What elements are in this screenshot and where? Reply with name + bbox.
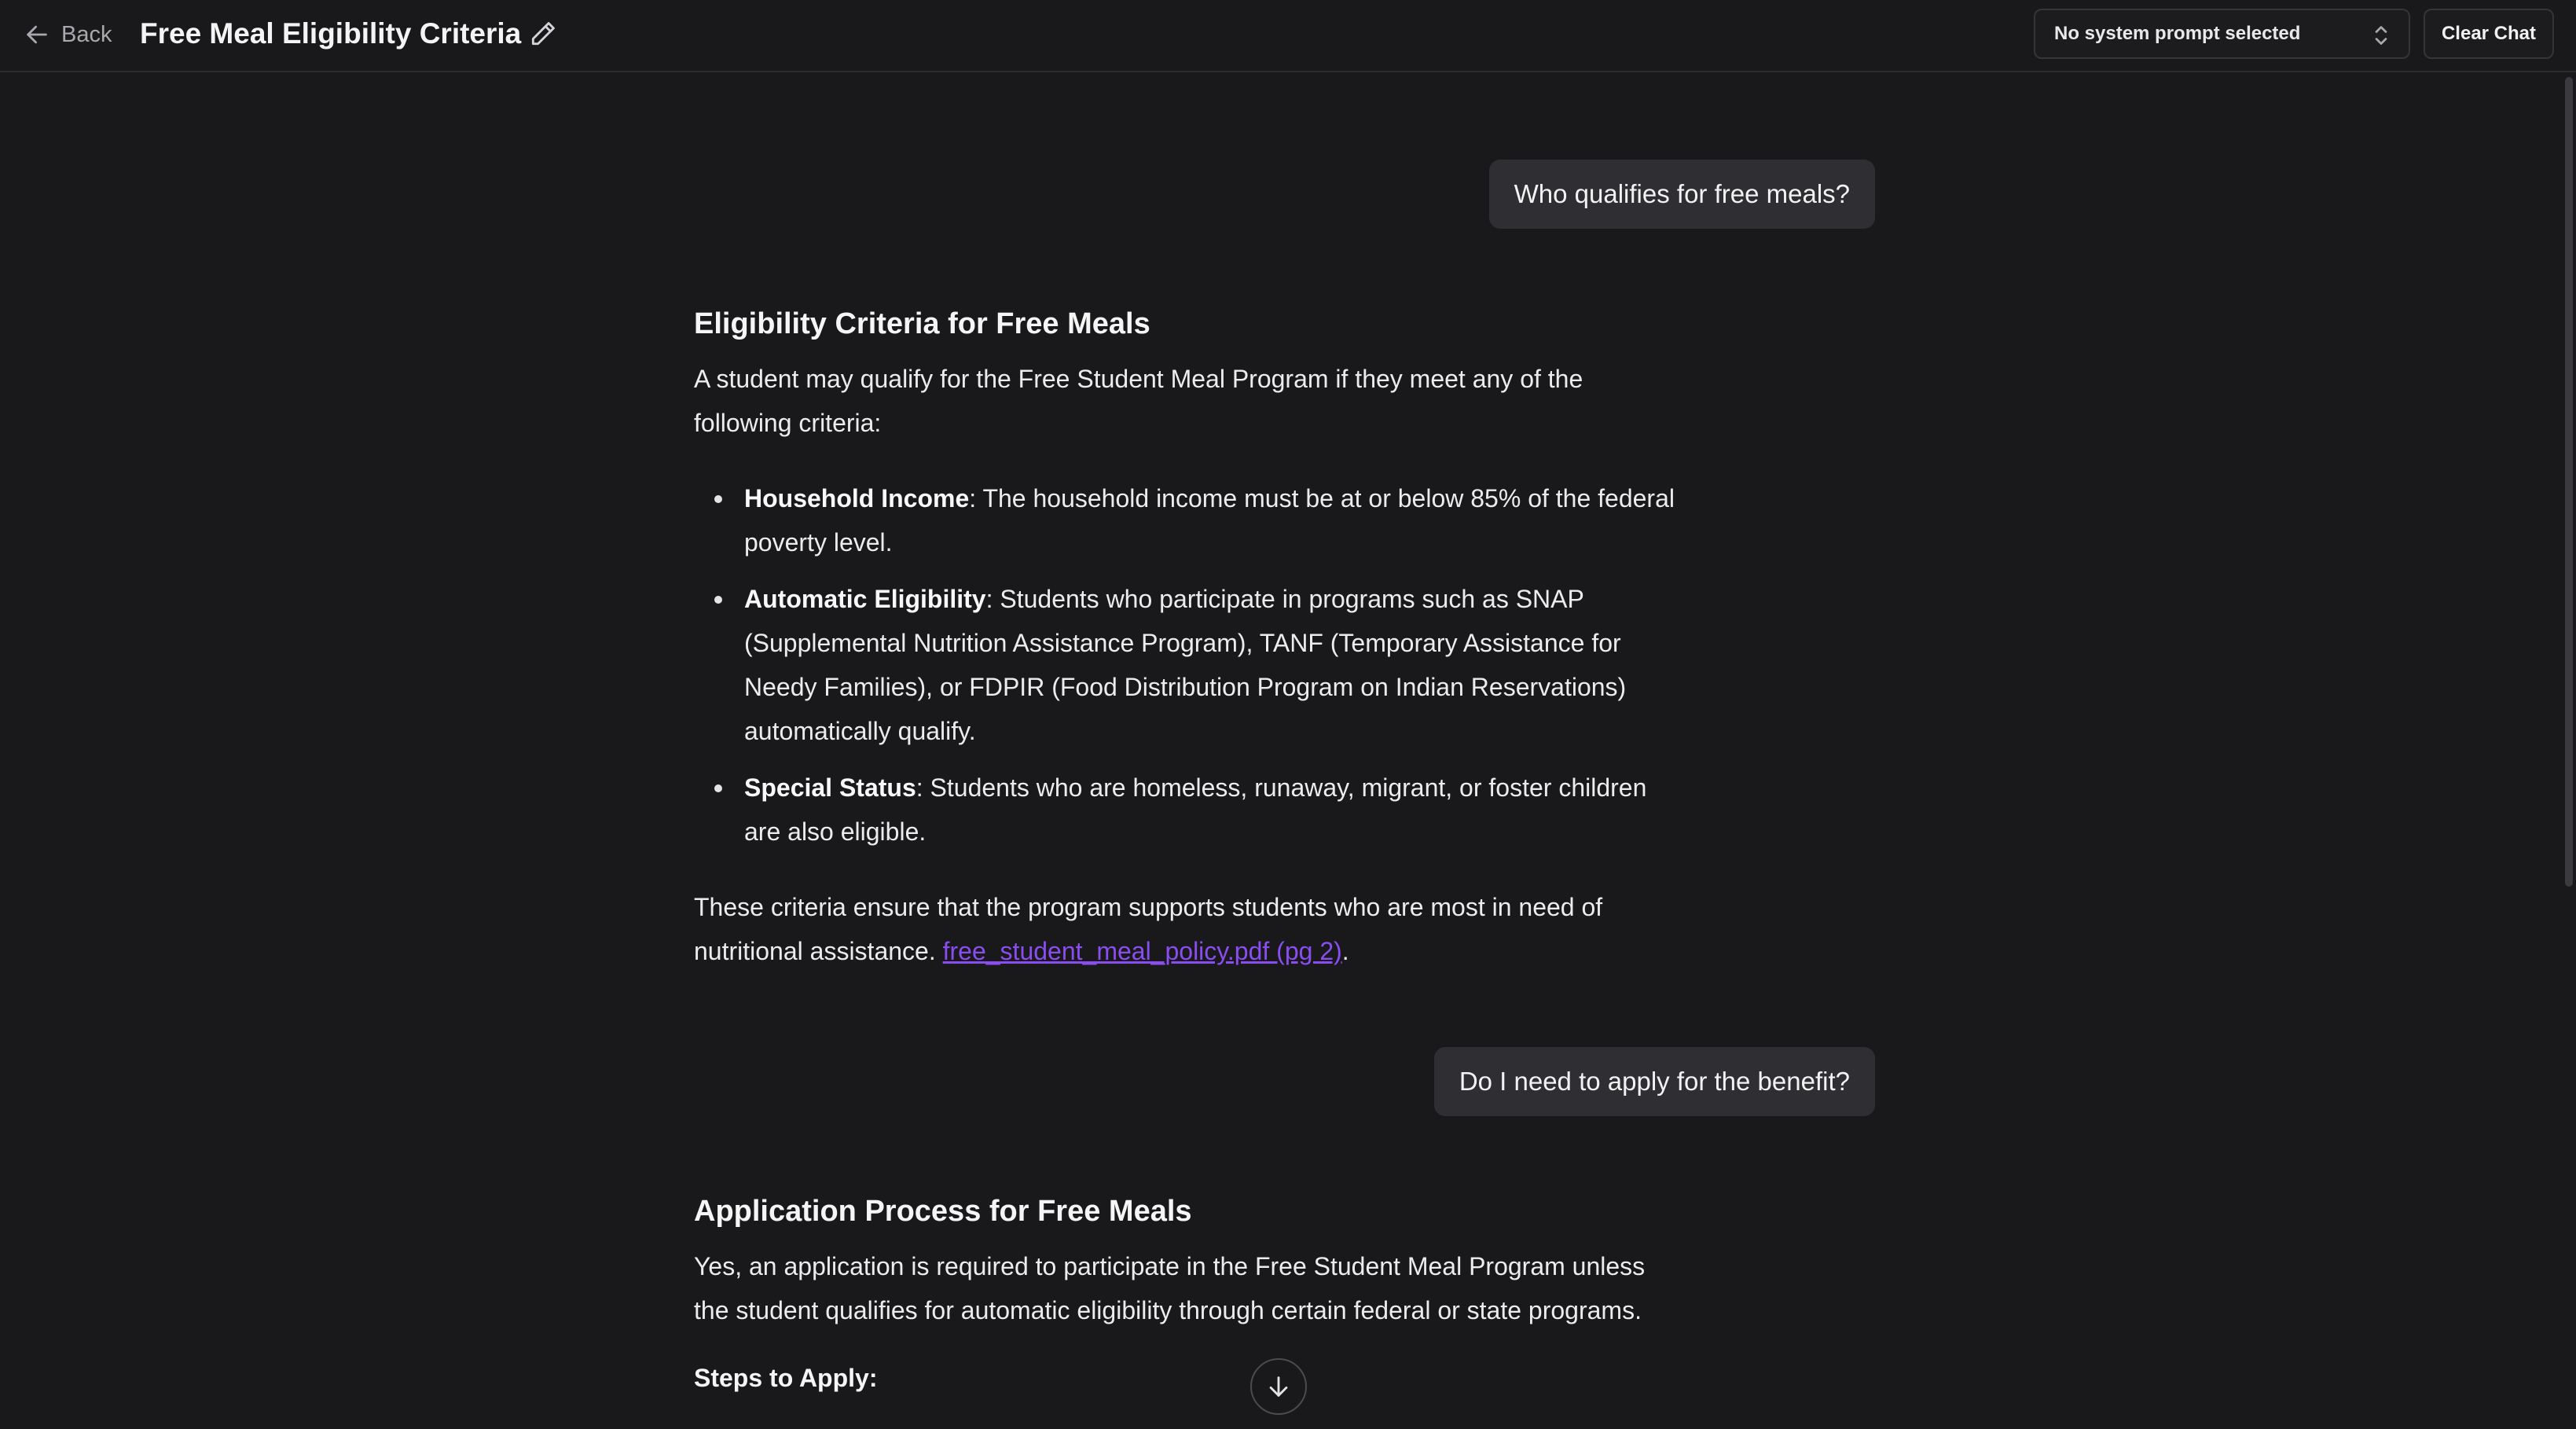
- list-item: [744, 766, 1684, 854]
- list-item: [744, 577, 1684, 753]
- answer-heading: Eligibility Criteria for Free Meals: [694, 307, 1150, 340]
- chevron-up-down-icon: [2371, 24, 2391, 47]
- clear-chat-button[interactable]: Clear Chat: [2424, 9, 2554, 59]
- criteria-list: [694, 476, 1684, 854]
- user-message: Who qualifies for free meals?: [1489, 160, 1875, 229]
- steps-heading: Steps to Apply:: [694, 1364, 878, 1392]
- scrollbar[interactable]: [2559, 72, 2576, 1429]
- arrow-down-icon: [1265, 1373, 1292, 1400]
- list-item: [744, 476, 1684, 564]
- pencil-icon[interactable]: [528, 19, 558, 49]
- list-item-term: Automatic Eligibility: [744, 585, 986, 613]
- chat-title: Free Meal Eligibility Criteria: [140, 17, 522, 50]
- arrow-left-icon: [24, 21, 50, 48]
- answer-intro: Yes, an application is required to participate in the Free Student Meal Program unless the student qualifies for automatic eligibility through certain federal or state programs.: [694, 1252, 1646, 1324]
- answer-closing: [694, 885, 1684, 973]
- answer-intro: A student may qualify for the Free Student Meal Program if they meet any of the following criteria:: [694, 365, 1583, 437]
- answer-closing-text: These criteria ensure that the program supports students who are most in need of nutritional assistance.: [694, 893, 1603, 965]
- list-item-term: Household Income: [744, 484, 970, 512]
- list-item-text: : The household income must be at or below 85% of the federal poverty level.: [744, 484, 1675, 557]
- assistant-message: [694, 1189, 1684, 1400]
- scroll-to-bottom-button[interactable]: [1250, 1358, 1307, 1415]
- system-prompt-select[interactable]: [2034, 9, 2410, 59]
- top-bar: [0, 0, 2576, 72]
- answer-closing-end: .: [1341, 937, 1349, 965]
- system-prompt-select-value: No system prompt selected: [2054, 23, 2301, 44]
- list-item-term: Special Status: [744, 773, 916, 802]
- chat-scroll-area[interactable]: [0, 72, 2576, 1429]
- list-item-text: : Students who participate in programs such as SNAP (Supplemental Nutrition Assistance Program), TANF (Temporary Assistance for Needy Families), or FDPIR (Food Distribution Program on Indian Reservations) automatically qualify.: [744, 585, 1627, 745]
- answer-heading: Application Process for Free Meals: [694, 1195, 1192, 1228]
- back-label: Back: [61, 21, 112, 47]
- scrollbar-thumb[interactable]: [2565, 77, 2573, 887]
- list-item-text: : Students who are homeless, runaway, migrant, or foster children are also eligible.: [744, 773, 1647, 846]
- source-link[interactable]: free_student_meal_policy.pdf (pg 2): [942, 937, 1342, 965]
- assistant-message: [694, 302, 1684, 973]
- back-button[interactable]: [24, 17, 112, 52]
- user-message: Do I need to apply for the benefit?: [1434, 1047, 1875, 1116]
